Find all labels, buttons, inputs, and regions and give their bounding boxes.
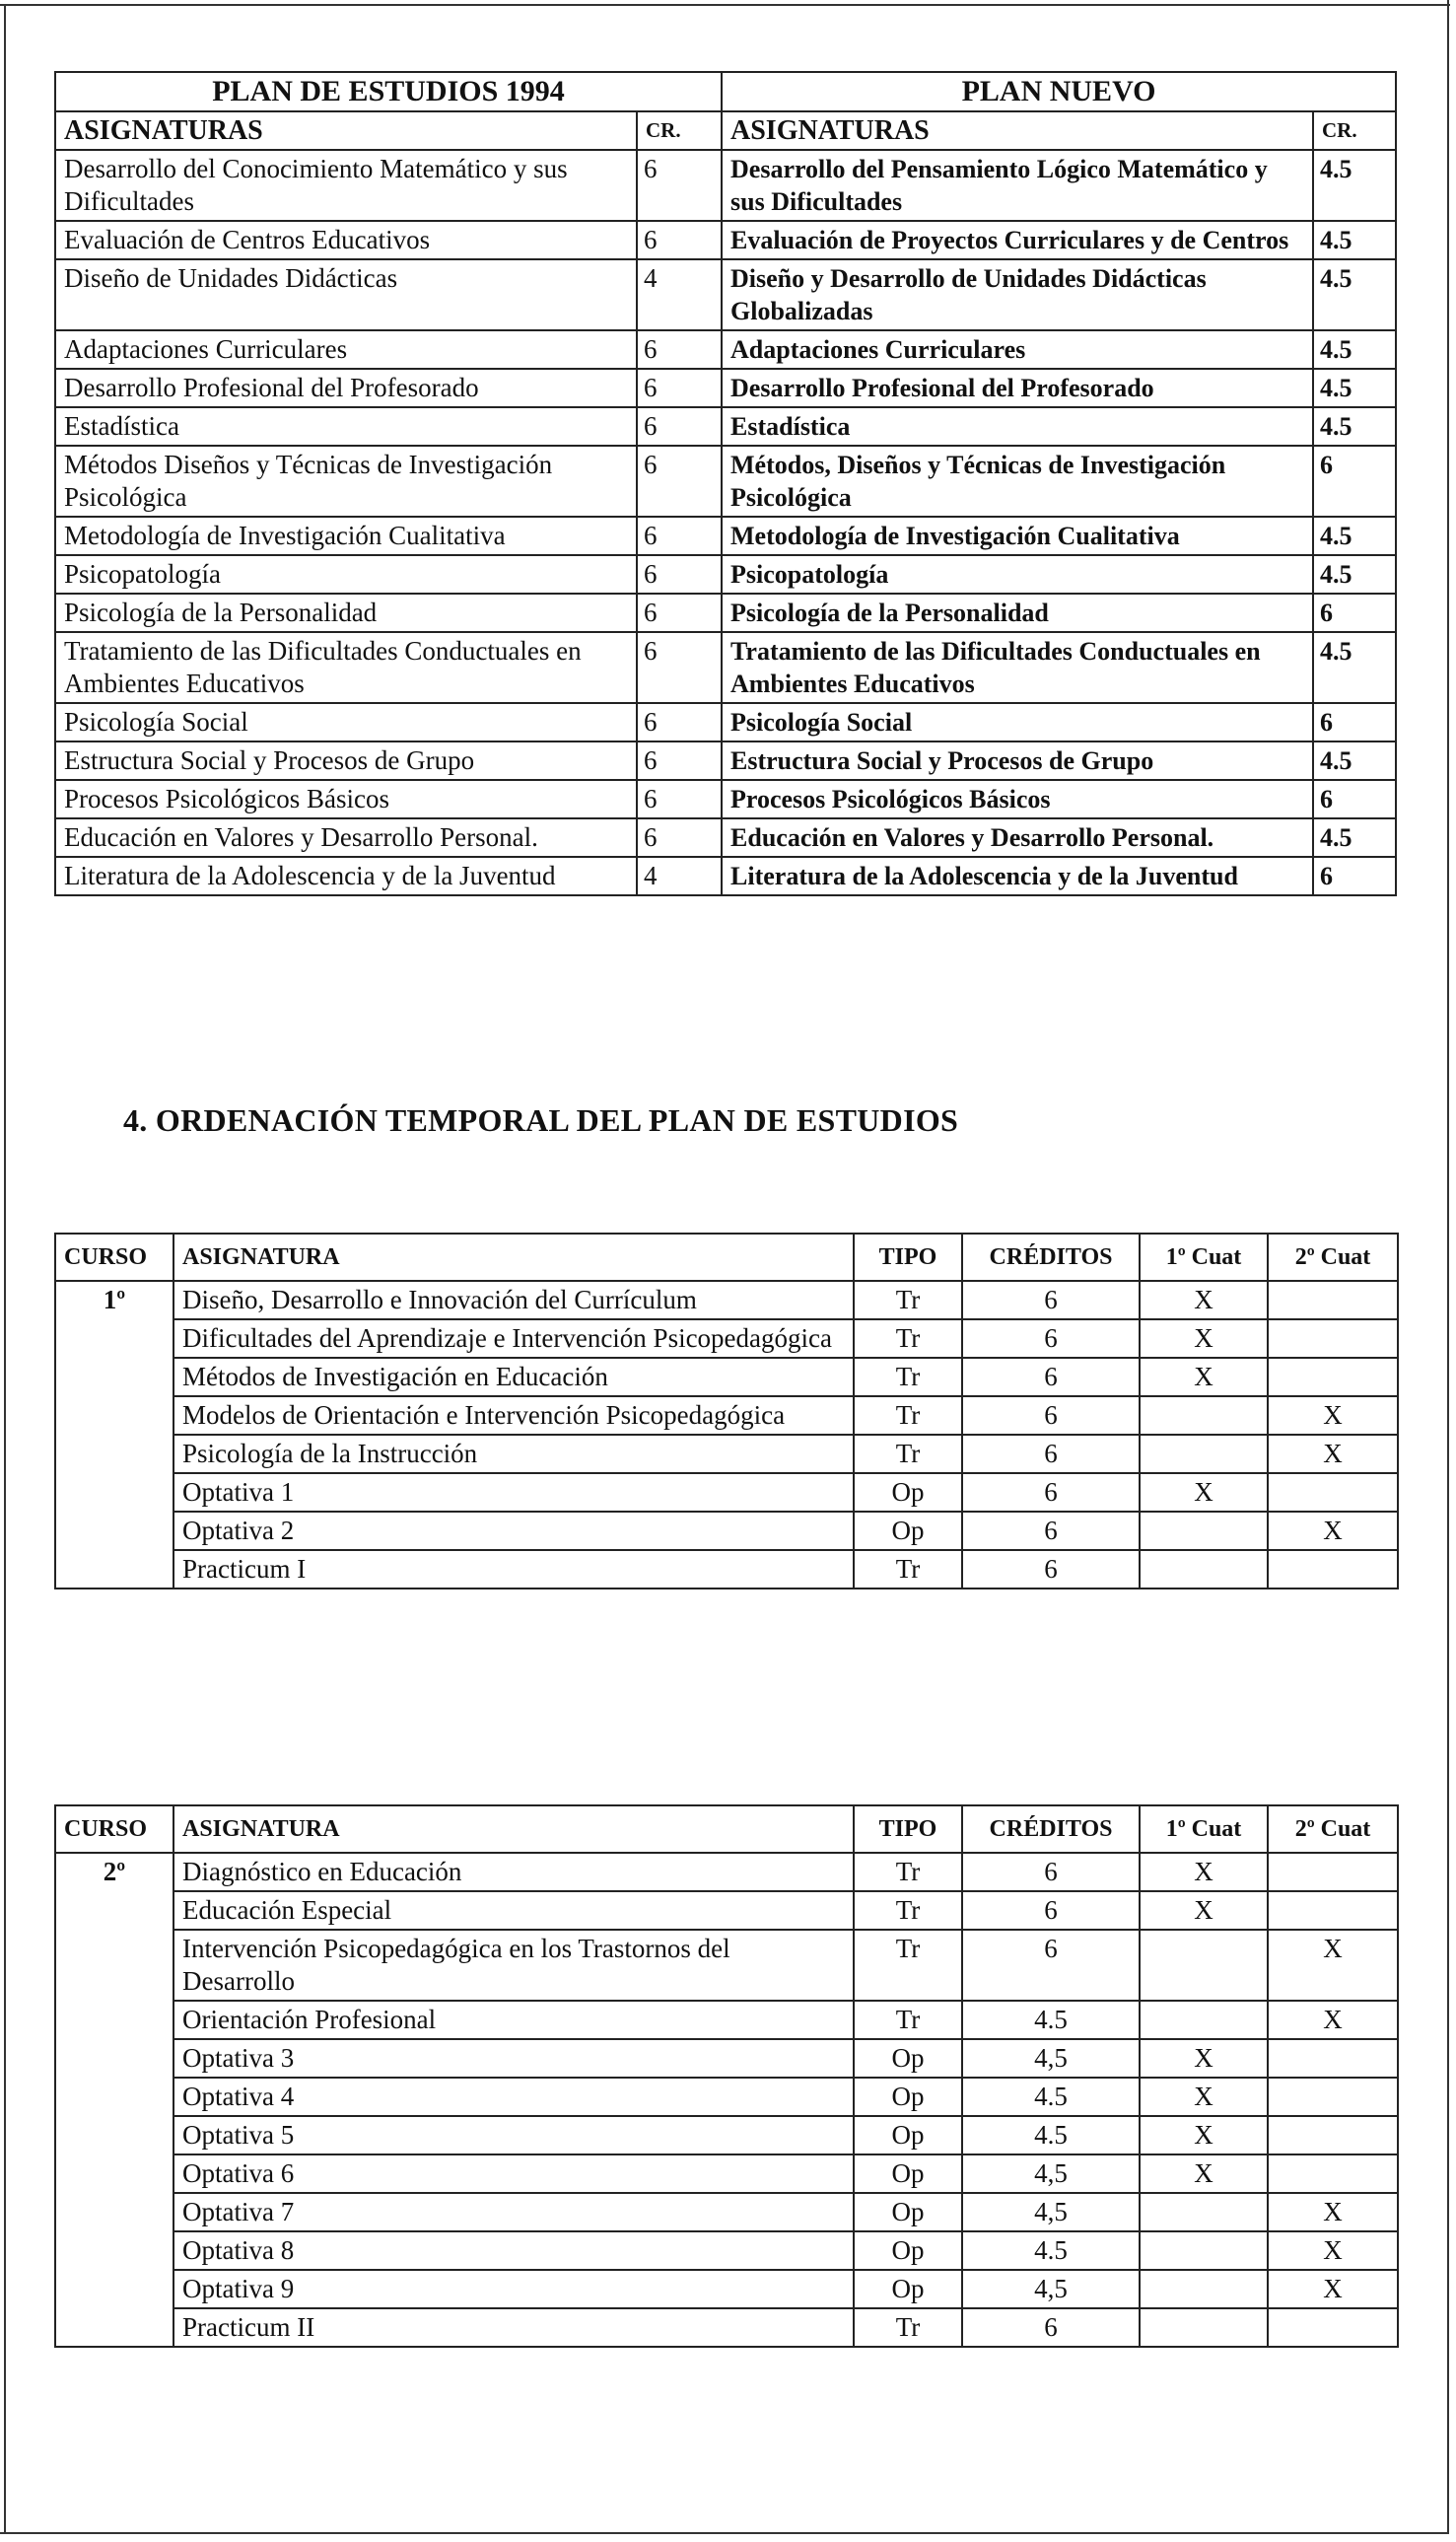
section-title: 4. ORDENACIÓN TEMPORAL DEL PLAN DE ESTUDIOS <box>123 1102 959 1138</box>
old-subject-cell: Estructura Social y Procesos de Grupo <box>55 741 637 780</box>
asignatura-cell: Modelos de Orientación e Intervención Psicopedagógica <box>173 1396 854 1435</box>
tipo-column-header: TIPO <box>854 1234 962 1281</box>
new-credits-cell: 4.5 <box>1313 818 1396 857</box>
cuat1-cell <box>1140 1396 1268 1435</box>
creditos-cell: 6 <box>962 1550 1140 1589</box>
table-row <box>55 2231 1398 2270</box>
old-subject-cell: Evaluación de Centros Educativos <box>55 221 637 259</box>
new-credits-cell: 6 <box>1313 594 1396 632</box>
cuat1-cell <box>1140 1435 1268 1473</box>
old-credits-cell: 6 <box>637 517 722 555</box>
tipo-cell: Tr <box>854 1396 962 1435</box>
comparison-rows <box>55 150 1396 895</box>
tipo-cell: Tr <box>854 1281 962 1319</box>
table-row <box>55 2270 1398 2308</box>
table-row <box>55 1930 1398 2001</box>
old-subject-cell: Desarrollo del Conocimiento Matemático y sus Dificultades <box>55 150 637 221</box>
cuat1-column-header: 1º Cuat <box>1140 1805 1268 1853</box>
tipo-cell: Op <box>854 2231 962 2270</box>
new-credits-cell: 4.5 <box>1313 150 1396 221</box>
creditos-cell: 4.5 <box>962 2231 1140 2270</box>
new-subject-cell: Evaluación de Proyectos Curriculares y de Centros <box>722 221 1313 259</box>
cuat2-cell <box>1268 2078 1398 2116</box>
table-row <box>55 2039 1398 2078</box>
tipo-cell: Tr <box>854 2001 962 2039</box>
asignatura-cell: Optativa 8 <box>173 2231 854 2270</box>
comparison-row <box>55 517 1396 555</box>
cuat2-cell <box>1268 1319 1398 1358</box>
new-credits-cell: 4.5 <box>1313 517 1396 555</box>
new-subject-cell: Métodos, Diseños y Técnicas de Investigación Psicológica <box>722 446 1313 517</box>
comparison-row <box>55 330 1396 369</box>
cuat1-cell: X <box>1140 2039 1268 2078</box>
cuat1-cell: X <box>1140 2078 1268 2116</box>
asignatura-column-header: ASIGNATURA <box>173 1805 854 1853</box>
new-subject-column-header: ASIGNATURAS <box>722 111 1313 150</box>
old-subject-cell: Adaptaciones Curriculares <box>55 330 637 369</box>
creditos-cell: 4,5 <box>962 2154 1140 2193</box>
old-credits-cell: 6 <box>637 703 722 741</box>
curso-cell: 1º <box>55 1281 173 1589</box>
creditos-cell: 6 <box>962 1281 1140 1319</box>
cuat1-cell <box>1140 1512 1268 1550</box>
new-subject-cell: Tratamiento de las Dificultades Conductuales en Ambientes Educativos <box>722 632 1313 703</box>
table-row <box>55 2154 1398 2193</box>
old-credits-cell: 6 <box>637 632 722 703</box>
comparison-row <box>55 555 1396 594</box>
tipo-cell: Op <box>854 2078 962 2116</box>
asignatura-cell: Practicum II <box>173 2308 854 2347</box>
old-subject-cell: Psicopatología <box>55 555 637 594</box>
new-subject-cell: Metodología de Investigación Cualitativa <box>722 517 1313 555</box>
cuat1-cell: X <box>1140 1853 1268 1891</box>
tipo-cell: Tr <box>854 1891 962 1930</box>
asignatura-cell: Diagnóstico en Educación <box>173 1853 854 1891</box>
cuat1-cell <box>1140 2308 1268 2347</box>
course-1-rows <box>55 1281 1398 1589</box>
new-subject-cell: Psicopatología <box>722 555 1313 594</box>
cuat1-cell: X <box>1140 1319 1268 1358</box>
asignatura-cell: Intervención Psicopedagógica en los Trastornos del Desarrollo <box>173 1930 854 2001</box>
table-row <box>55 1358 1398 1396</box>
cuat1-cell <box>1140 1930 1268 2001</box>
creditos-cell: 6 <box>962 1396 1140 1435</box>
tipo-cell: Op <box>854 2039 962 2078</box>
asignatura-cell: Optativa 2 <box>173 1512 854 1550</box>
creditos-cell: 4.5 <box>962 2116 1140 2154</box>
comparison-row <box>55 857 1396 895</box>
creditos-cell: 4,5 <box>962 2270 1140 2308</box>
creditos-cell: 6 <box>962 1512 1140 1550</box>
table-row <box>55 1550 1398 1589</box>
old-subject-cell: Metodología de Investigación Cualitativa <box>55 517 637 555</box>
old-credits-cell: 4 <box>637 259 722 330</box>
new-subject-cell: Estadística <box>722 407 1313 446</box>
cuat1-cell: X <box>1140 1281 1268 1319</box>
curso-column-header: CURSO <box>55 1805 173 1853</box>
tipo-cell: Op <box>854 1512 962 1550</box>
creditos-cell: 6 <box>962 1319 1140 1358</box>
tipo-cell: Tr <box>854 1853 962 1891</box>
cuat2-cell: X <box>1268 2231 1398 2270</box>
new-credits-column-header: CR. <box>1313 111 1396 150</box>
cuat2-cell <box>1268 2039 1398 2078</box>
creditos-cell: 6 <box>962 1358 1140 1396</box>
tipo-cell: Tr <box>854 1358 962 1396</box>
old-subject-cell: Literatura de la Adolescencia y de la Juventud <box>55 857 637 895</box>
curso-cell: 2º <box>55 1853 173 2347</box>
new-credits-cell: 4.5 <box>1313 555 1396 594</box>
new-subject-cell: Desarrollo Profesional del Profesorado <box>722 369 1313 407</box>
creditos-column-header: CRÉDITOS <box>962 1805 1140 1853</box>
table-row <box>55 2001 1398 2039</box>
cuat1-cell <box>1140 2231 1268 2270</box>
table-row <box>55 2116 1398 2154</box>
creditos-cell: 6 <box>962 1853 1140 1891</box>
new-credits-cell: 6 <box>1313 446 1396 517</box>
cuat2-cell: X <box>1268 1512 1398 1550</box>
tipo-cell: Op <box>854 1473 962 1512</box>
cuat2-cell <box>1268 1853 1398 1891</box>
comparison-row <box>55 446 1396 517</box>
creditos-cell: 4,5 <box>962 2193 1140 2231</box>
plan-comparison-table <box>54 71 1397 896</box>
tipo-cell: Tr <box>854 1435 962 1473</box>
comparison-row <box>55 594 1396 632</box>
old-credits-cell: 6 <box>637 780 722 818</box>
new-plan-header: PLAN NUEVO <box>722 72 1396 111</box>
new-subject-cell: Psicología de la Personalidad <box>722 594 1313 632</box>
creditos-cell: 6 <box>962 2308 1140 2347</box>
creditos-cell: 6 <box>962 1930 1140 2001</box>
new-credits-cell: 4.5 <box>1313 369 1396 407</box>
table-row <box>55 1473 1398 1512</box>
table-row <box>55 1281 1398 1319</box>
cuat1-cell <box>1140 2193 1268 2231</box>
asignatura-cell: Psicología de la Instrucción <box>173 1435 854 1473</box>
cuat2-column-header: 2º Cuat <box>1268 1234 1398 1281</box>
table-row <box>55 1435 1398 1473</box>
table-row <box>55 1396 1398 1435</box>
table-row <box>55 1512 1398 1550</box>
cuat2-cell <box>1268 1891 1398 1930</box>
asignatura-column-header: ASIGNATURA <box>173 1234 854 1281</box>
cuat2-cell <box>1268 2116 1398 2154</box>
old-credits-cell: 6 <box>637 594 722 632</box>
old-subject-cell: Estadística <box>55 407 637 446</box>
comparison-row <box>55 407 1396 446</box>
new-credits-cell: 4.5 <box>1313 632 1396 703</box>
new-credits-cell: 4.5 <box>1313 259 1396 330</box>
asignatura-cell: Optativa 5 <box>173 2116 854 2154</box>
asignatura-cell: Métodos de Investigación en Educación <box>173 1358 854 1396</box>
asignatura-cell: Optativa 9 <box>173 2270 854 2308</box>
cuat2-cell: X <box>1268 1930 1398 2001</box>
comparison-row <box>55 632 1396 703</box>
creditos-cell: 6 <box>962 1435 1140 1473</box>
tipo-cell: Tr <box>854 1550 962 1589</box>
comparison-row <box>55 150 1396 221</box>
old-subject-cell: Tratamiento de las Dificultades Conductuales en Ambientes Educativos <box>55 632 637 703</box>
asignatura-cell: Optativa 3 <box>173 2039 854 2078</box>
asignatura-cell: Optativa 6 <box>173 2154 854 2193</box>
course-2-rows <box>55 1853 1398 2347</box>
asignatura-cell: Dificultades del Aprendizaje e Intervención Psicopedagógica <box>173 1319 854 1358</box>
new-credits-cell: 4.5 <box>1313 741 1396 780</box>
comparison-row <box>55 221 1396 259</box>
asignatura-cell: Optativa 7 <box>173 2193 854 2231</box>
new-subject-cell: Estructura Social y Procesos de Grupo <box>722 741 1313 780</box>
table-row <box>55 2193 1398 2231</box>
old-subject-cell: Psicología Social <box>55 703 637 741</box>
cuat2-cell <box>1268 1550 1398 1589</box>
cuat2-cell <box>1268 1473 1398 1512</box>
cuat2-cell <box>1268 1358 1398 1396</box>
tipo-cell: Op <box>854 2116 962 2154</box>
cuat1-cell: X <box>1140 2154 1268 2193</box>
old-credits-cell: 6 <box>637 221 722 259</box>
old-plan-header: PLAN DE ESTUDIOS 1994 <box>55 72 722 111</box>
old-credits-cell: 6 <box>637 741 722 780</box>
tipo-cell: Op <box>854 2270 962 2308</box>
new-subject-cell: Diseño y Desarrollo de Unidades Didácticas Globalizadas <box>722 259 1313 330</box>
new-credits-cell: 6 <box>1313 857 1396 895</box>
new-subject-cell: Procesos Psicológicos Básicos <box>722 780 1313 818</box>
asignatura-cell: Optativa 1 <box>173 1473 854 1512</box>
comparison-row <box>55 818 1396 857</box>
new-subject-cell: Literatura de la Adolescencia y de la Juventud <box>722 857 1313 895</box>
comparison-row <box>55 780 1396 818</box>
old-subject-cell: Diseño de Unidades Didácticas <box>55 259 637 330</box>
table-row <box>55 1891 1398 1930</box>
old-subject-cell: Educación en Valores y Desarrollo Personal. <box>55 818 637 857</box>
old-credits-cell: 6 <box>637 555 722 594</box>
comparison-row <box>55 259 1396 330</box>
tipo-cell: Op <box>854 2154 962 2193</box>
old-credits-cell: 6 <box>637 818 722 857</box>
creditos-cell: 6 <box>962 1473 1140 1512</box>
course-1-schedule-table <box>54 1233 1399 1589</box>
cuat2-cell: X <box>1268 1396 1398 1435</box>
comparison-row <box>55 703 1396 741</box>
cuat2-cell <box>1268 1281 1398 1319</box>
curso-column-header: CURSO <box>55 1234 173 1281</box>
cuat2-cell: X <box>1268 1435 1398 1473</box>
comparison-row <box>55 369 1396 407</box>
cuat2-cell: X <box>1268 2193 1398 2231</box>
tipo-cell: Tr <box>854 2308 962 2347</box>
old-subject-cell: Procesos Psicológicos Básicos <box>55 780 637 818</box>
old-subject-cell: Desarrollo Profesional del Profesorado <box>55 369 637 407</box>
asignatura-cell: Orientación Profesional <box>173 2001 854 2039</box>
tipo-cell: Tr <box>854 1930 962 2001</box>
new-subject-cell: Psicología Social <box>722 703 1313 741</box>
frame-top-border <box>0 4 1450 6</box>
asignatura-cell: Educación Especial <box>173 1891 854 1930</box>
table-row <box>55 2308 1398 2347</box>
old-subject-column-header: ASIGNATURAS <box>55 111 637 150</box>
frame-left-border <box>4 4 6 2534</box>
asignatura-cell: Diseño, Desarrollo e Innovación del Currículum <box>173 1281 854 1319</box>
old-credits-cell: 6 <box>637 369 722 407</box>
new-credits-cell: 4.5 <box>1313 330 1396 369</box>
old-credits-cell: 4 <box>637 857 722 895</box>
asignatura-cell: Optativa 4 <box>173 2078 854 2116</box>
course-2-schedule-table <box>54 1804 1399 2348</box>
cuat2-cell <box>1268 2154 1398 2193</box>
new-subject-cell: Educación en Valores y Desarrollo Personal. <box>722 818 1313 857</box>
cuat2-cell: X <box>1268 2001 1398 2039</box>
old-credits-cell: 6 <box>637 150 722 221</box>
cuat1-cell <box>1140 2001 1268 2039</box>
old-credits-cell: 6 <box>637 446 722 517</box>
cuat1-cell <box>1140 2270 1268 2308</box>
new-credits-cell: 4.5 <box>1313 407 1396 446</box>
creditos-column-header: CRÉDITOS <box>962 1234 1140 1281</box>
new-credits-cell: 6 <box>1313 780 1396 818</box>
cuat1-cell: X <box>1140 1473 1268 1512</box>
table-row <box>55 1319 1398 1358</box>
new-subject-cell: Adaptaciones Curriculares <box>722 330 1313 369</box>
creditos-cell: 4.5 <box>962 2001 1140 2039</box>
old-credits-column-header: CR. <box>637 111 722 150</box>
cuat1-cell <box>1140 1550 1268 1589</box>
cuat2-cell <box>1268 2308 1398 2347</box>
asignatura-cell: Practicum I <box>173 1550 854 1589</box>
cuat1-cell: X <box>1140 1358 1268 1396</box>
old-credits-cell: 6 <box>637 407 722 446</box>
new-credits-cell: 4.5 <box>1313 221 1396 259</box>
cuat2-cell: X <box>1268 2270 1398 2308</box>
tipo-column-header: TIPO <box>854 1805 962 1853</box>
comparison-row <box>55 741 1396 780</box>
cuat1-cell: X <box>1140 1891 1268 1930</box>
table-row <box>55 2078 1398 2116</box>
cuat1-cell: X <box>1140 2116 1268 2154</box>
old-subject-cell: Psicología de la Personalidad <box>55 594 637 632</box>
table-row <box>55 1853 1398 1891</box>
tipo-cell: Op <box>854 2193 962 2231</box>
tipo-cell: Tr <box>854 1319 962 1358</box>
new-credits-cell: 6 <box>1313 703 1396 741</box>
creditos-cell: 4.5 <box>962 2078 1140 2116</box>
old-subject-cell: Métodos Diseños y Técnicas de Investigación Psicológica <box>55 446 637 517</box>
old-credits-cell: 6 <box>637 330 722 369</box>
creditos-cell: 4,5 <box>962 2039 1140 2078</box>
cuat1-column-header: 1º Cuat <box>1140 1234 1268 1281</box>
new-subject-cell: Desarrollo del Pensamiento Lógico Matemático y sus Dificultades <box>722 150 1313 221</box>
cuat2-column-header: 2º Cuat <box>1268 1805 1398 1853</box>
creditos-cell: 6 <box>962 1891 1140 1930</box>
